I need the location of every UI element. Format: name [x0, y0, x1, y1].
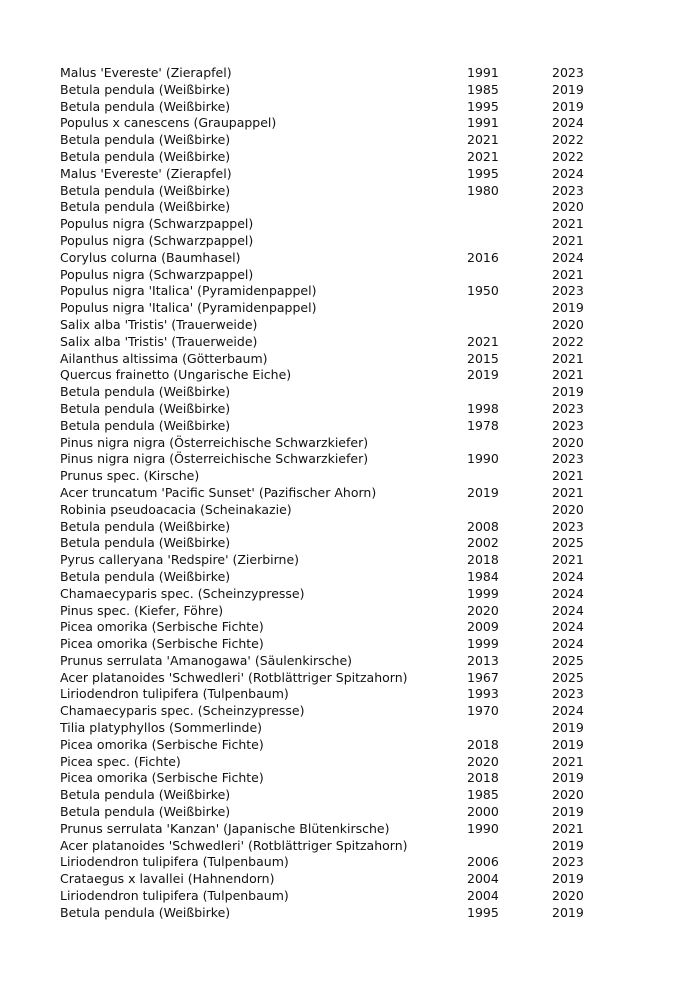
year-a-cell: 1990 [467, 451, 499, 467]
table-row [60, 351, 600, 368]
tree-name-cell: Malus 'Evereste' (Zierapfel) [60, 165, 232, 181]
year-b-cell: 2019 [552, 720, 584, 736]
year-b-cell: 2022 [552, 132, 584, 148]
table-row [60, 435, 600, 452]
year-a-cell: 2019 [467, 367, 499, 383]
year-b-cell: 2020 [552, 199, 584, 215]
table-row [60, 552, 600, 569]
year-a-cell: 1995 [467, 904, 499, 920]
table-row [60, 535, 600, 552]
year-a-cell: 1970 [467, 703, 499, 719]
tree-name-cell: Acer platanoides 'Schwedleri' (Rotblättriger Spitzahorn) [60, 837, 408, 853]
table-row [60, 603, 600, 620]
table-row [60, 283, 600, 300]
year-a-cell: 2021 [467, 132, 499, 148]
year-a-cell: 1991 [467, 115, 499, 131]
year-a-cell: 2021 [467, 148, 499, 164]
year-a-cell: 1993 [467, 686, 499, 702]
year-a-cell: 2006 [467, 854, 499, 870]
year-a-cell: 2018 [467, 770, 499, 786]
year-a-cell: 1980 [467, 182, 499, 198]
year-a-cell [467, 838, 552, 855]
tree-name-cell: Pinus nigra nigra (Österreichische Schwarzkiefer) [60, 451, 369, 467]
table-row [60, 905, 600, 922]
year-b-cell: 2021 [552, 367, 584, 383]
tree-table [60, 65, 600, 922]
year-b-cell: 2021 [552, 216, 584, 232]
year-b-cell: 2020 [552, 434, 584, 450]
table-row [60, 787, 600, 804]
tree-name-cell: Picea spec. (Fichte) [60, 753, 181, 769]
table-row [60, 854, 600, 871]
year-b-cell: 2024 [552, 568, 584, 584]
year-b-cell: 2025 [552, 535, 584, 551]
year-a-cell: 2008 [467, 518, 499, 534]
tree-name-cell: Liriodendron tulipifera (Tulpenbaum) [60, 888, 289, 904]
tree-name-cell: Betula pendula (Weißbirke) [60, 199, 231, 215]
year-a-cell: 2016 [467, 249, 499, 265]
year-b-cell: 2020 [552, 787, 584, 803]
tree-name-cell: Chamaecyparis spec. (Scheinzypresse) [60, 703, 305, 719]
year-b-cell: 2024 [552, 249, 584, 265]
year-a-cell [467, 216, 552, 233]
year-a-cell: 2020 [467, 602, 499, 618]
year-b-cell: 2025 [552, 652, 584, 668]
year-a-cell: 1978 [467, 417, 499, 433]
table-row [60, 485, 600, 502]
table-row [60, 686, 600, 703]
table-row [60, 586, 600, 603]
year-b-cell: 2019 [552, 770, 584, 786]
tree-name-cell: Betula pendula (Weißbirke) [60, 400, 231, 416]
table-row [60, 636, 600, 653]
year-a-cell [467, 199, 552, 216]
tree-name-cell: Salix alba 'Tristis' (Trauerweide) [60, 333, 258, 349]
tree-name-cell: Chamaecyparis spec. (Scheinzypresse) [60, 585, 305, 601]
tree-table-body [60, 65, 600, 922]
table-row [60, 99, 600, 116]
year-b-cell: 2019 [552, 300, 584, 316]
tree-name-cell: Betula pendula (Weißbirke) [60, 787, 231, 803]
table-row [60, 115, 600, 132]
tree-name-cell: Picea omorika (Serbische Fichte) [60, 619, 264, 635]
tree-name-cell: Acer truncatum 'Pacific Sunset' (Pazifischer Ahorn) [60, 484, 377, 500]
year-b-cell: 2023 [552, 518, 584, 534]
year-b-cell: 2024 [552, 115, 584, 131]
table-row [60, 233, 600, 250]
year-b-cell: 2024 [552, 585, 584, 601]
tree-name-cell: Populus nigra (Schwarzpappel) [60, 216, 254, 232]
table-row [60, 216, 600, 233]
year-a-cell [467, 435, 552, 452]
year-a-cell: 1991 [467, 65, 499, 80]
tree-name-cell: Picea omorika (Serbische Fichte) [60, 736, 264, 752]
year-b-cell: 2019 [552, 804, 584, 820]
tree-name-cell: Pyrus calleryana 'Redspire' (Zierbirne) [60, 552, 300, 568]
year-a-cell: 2004 [467, 888, 499, 904]
year-b-cell: 2023 [552, 182, 584, 198]
tree-name-cell: Betula pendula (Weißbirke) [60, 904, 231, 920]
year-b-cell: 2023 [552, 417, 584, 433]
table-row [60, 619, 600, 636]
year-a-cell [467, 317, 552, 334]
table-row [60, 519, 600, 536]
year-b-cell: 2021 [552, 484, 584, 500]
tree-name-cell: Betula pendula (Weißbirke) [60, 81, 231, 97]
year-b-cell: 2021 [552, 820, 584, 836]
table-row [60, 401, 600, 418]
tree-name-cell: Tilia platyphyllos (Sommerlinde) [60, 720, 263, 736]
tree-name-cell: Picea omorika (Serbische Fichte) [60, 770, 264, 786]
tree-name-cell: Pinus nigra nigra (Österreichische Schwarzkiefer) [60, 434, 369, 450]
tree-name-cell: Malus 'Evereste' (Zierapfel) [60, 65, 232, 80]
tree-name-cell: Quercus frainetto (Ungarische Eiche) [60, 367, 292, 383]
table-row [60, 199, 600, 216]
table-row [60, 770, 600, 787]
tree-name-cell: Picea omorika (Serbische Fichte) [60, 636, 264, 652]
table-row [60, 670, 600, 687]
year-a-cell: 1950 [467, 283, 499, 299]
table-row [60, 468, 600, 485]
tree-name-cell: Crataegus x lavallei (Hahnendorn) [60, 871, 275, 887]
tree-name-cell: Betula pendula (Weißbirke) [60, 417, 231, 433]
year-b-cell: 2023 [552, 451, 584, 467]
table-row [60, 132, 600, 149]
table-row [60, 317, 600, 334]
year-b-cell: 2021 [552, 753, 584, 769]
year-a-cell: 2009 [467, 619, 499, 635]
table-row [60, 720, 600, 737]
table-row [60, 267, 600, 284]
year-b-cell: 2020 [552, 888, 584, 904]
tree-name-cell: Populus nigra 'Italica' (Pyramidenpappel) [60, 300, 317, 316]
year-b-cell: 2024 [552, 165, 584, 181]
table-row [60, 300, 600, 317]
year-a-cell: 2021 [467, 333, 499, 349]
year-b-cell: 2019 [552, 384, 584, 400]
year-a-cell: 2018 [467, 552, 499, 568]
year-b-cell: 2021 [552, 266, 584, 282]
tree-name-cell: Robinia pseudoacacia (Scheinakazie) [60, 501, 292, 517]
table-row [60, 871, 600, 888]
year-a-cell: 2002 [467, 535, 499, 551]
year-a-cell [467, 468, 552, 485]
year-a-cell [467, 502, 552, 519]
table-row [60, 149, 600, 166]
table-row [60, 804, 600, 821]
year-b-cell: 2024 [552, 602, 584, 618]
year-a-cell: 2013 [467, 652, 499, 668]
tree-name-cell: Betula pendula (Weißbirke) [60, 804, 231, 820]
tree-name-cell: Betula pendula (Weißbirke) [60, 518, 231, 534]
table-row [60, 821, 600, 838]
tree-name-cell: Liriodendron tulipifera (Tulpenbaum) [60, 854, 289, 870]
tree-name-cell: Salix alba 'Tristis' (Trauerweide) [60, 316, 258, 332]
tree-name-cell: Betula pendula (Weißbirke) [60, 535, 231, 551]
year-a-cell: 1967 [467, 669, 499, 685]
table-row [60, 754, 600, 771]
year-a-cell: 1985 [467, 787, 499, 803]
year-a-cell [467, 267, 552, 284]
table-row [60, 334, 600, 351]
year-a-cell [467, 720, 552, 737]
year-a-cell: 1995 [467, 165, 499, 181]
year-a-cell: 2000 [467, 804, 499, 820]
tree-name-cell: Betula pendula (Weißbirke) [60, 148, 231, 164]
table-row [60, 82, 600, 99]
tree-name-cell: Prunus serrulata 'Amanogawa' (Säulenkirsche) [60, 652, 353, 668]
year-a-cell [467, 300, 552, 317]
year-a-cell [467, 384, 552, 401]
year-a-cell: 2020 [467, 753, 499, 769]
table-row [60, 451, 600, 468]
tree-name-cell: Pinus spec. (Kiefer, Föhre) [60, 602, 224, 618]
year-b-cell: 2019 [552, 81, 584, 97]
table-row [60, 384, 600, 401]
table-row [60, 888, 600, 905]
year-a-cell: 1985 [467, 81, 499, 97]
table-row [60, 166, 600, 183]
tree-name-cell: Prunus serrulata 'Kanzan' (Japanische Blütenkirsche) [60, 820, 390, 836]
tree-name-cell: Populus nigra 'Italica' (Pyramidenpappel) [60, 283, 317, 299]
year-b-cell: 2023 [552, 65, 584, 80]
year-b-cell: 2020 [552, 316, 584, 332]
year-b-cell: 2025 [552, 669, 584, 685]
tree-name-cell: Betula pendula (Weißbirke) [60, 384, 231, 400]
tree-name-cell: Ailanthus altissima (Götterbaum) [60, 350, 268, 366]
year-a-cell [467, 233, 552, 250]
year-a-cell: 2004 [467, 871, 499, 887]
year-b-cell: 2024 [552, 619, 584, 635]
year-b-cell: 2024 [552, 703, 584, 719]
year-a-cell: 1998 [467, 400, 499, 416]
table-row [60, 737, 600, 754]
table-row [60, 653, 600, 670]
year-b-cell: 2021 [552, 552, 584, 568]
table-row [60, 418, 600, 435]
table-row [60, 502, 600, 519]
year-b-cell: 2023 [552, 686, 584, 702]
year-b-cell: 2022 [552, 333, 584, 349]
table-row [60, 569, 600, 586]
year-b-cell: 2023 [552, 283, 584, 299]
year-b-cell: 2020 [552, 501, 584, 517]
year-b-cell: 2024 [552, 636, 584, 652]
year-a-cell: 2015 [467, 350, 499, 366]
year-b-cell: 2019 [552, 98, 584, 114]
year-b-cell: 2021 [552, 232, 584, 248]
year-b-cell: 2019 [552, 736, 584, 752]
year-a-cell: 1999 [467, 585, 499, 601]
year-b-cell: 2019 [552, 837, 584, 853]
year-b-cell: 2023 [552, 854, 584, 870]
table-row [60, 65, 600, 82]
year-a-cell: 1990 [467, 820, 499, 836]
tree-name-cell: Prunus spec. (Kirsche) [60, 468, 200, 484]
year-b-cell: 2022 [552, 148, 584, 164]
tree-name-cell: Betula pendula (Weißbirke) [60, 98, 231, 114]
table-row [60, 703, 600, 720]
year-b-cell: 2019 [552, 871, 584, 887]
tree-name-cell: Betula pendula (Weißbirke) [60, 568, 231, 584]
tree-name-cell: Betula pendula (Weißbirke) [60, 182, 231, 198]
year-b-cell: 2019 [552, 904, 584, 920]
year-a-cell: 2019 [467, 484, 499, 500]
tree-name-cell: Populus x canescens (Graupappel) [60, 115, 277, 131]
year-a-cell: 1995 [467, 98, 499, 114]
tree-name-cell: Betula pendula (Weißbirke) [60, 132, 231, 148]
tree-name-cell: Acer platanoides 'Schwedleri' (Rotblättriger Spitzahorn) [60, 669, 408, 685]
tree-name-cell: Populus nigra (Schwarzpappel) [60, 266, 254, 282]
table-row [60, 250, 600, 267]
tree-name-cell: Corylus colurna (Baumhasel) [60, 249, 241, 265]
tree-name-cell: Populus nigra (Schwarzpappel) [60, 232, 254, 248]
year-b-cell: 2021 [552, 350, 584, 366]
year-b-cell: 2021 [552, 468, 584, 484]
year-b-cell: 2023 [552, 400, 584, 416]
table-row [60, 838, 600, 855]
tree-name-cell: Liriodendron tulipifera (Tulpenbaum) [60, 686, 289, 702]
year-a-cell: 2018 [467, 736, 499, 752]
table-row [60, 367, 600, 384]
year-a-cell: 1999 [467, 636, 499, 652]
year-a-cell: 1984 [467, 568, 499, 584]
table-row [60, 183, 600, 200]
